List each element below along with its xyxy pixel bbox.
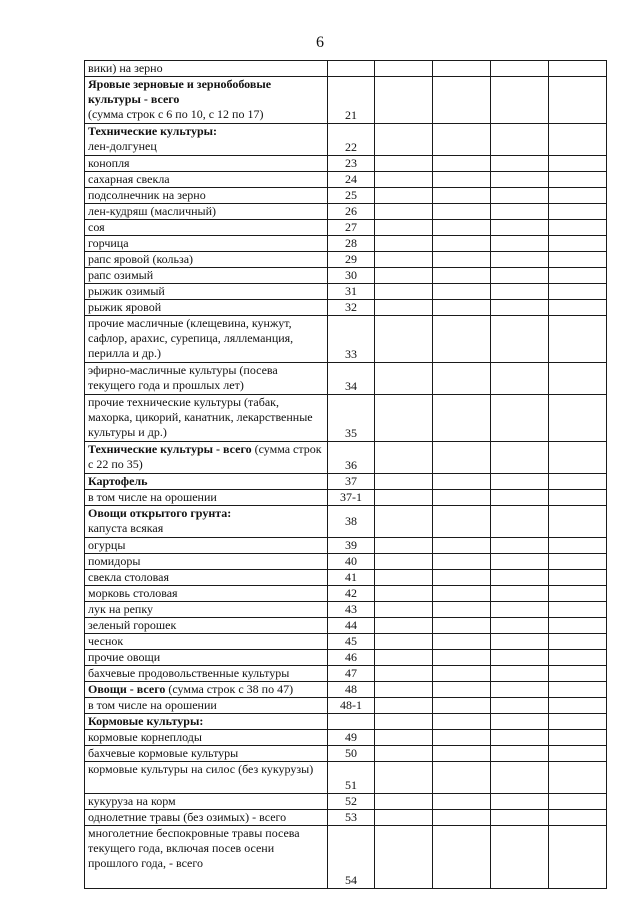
- row-code: 29: [328, 252, 375, 268]
- table-row: [85, 538, 607, 554]
- value-cell[interactable]: [549, 554, 607, 570]
- row-code: 30: [328, 268, 375, 284]
- row-code: 44: [328, 618, 375, 634]
- row-code: 21: [328, 77, 375, 124]
- value-cell[interactable]: [433, 586, 491, 602]
- value-cell[interactable]: [491, 156, 549, 172]
- value-cell[interactable]: [375, 442, 433, 474]
- value-cell[interactable]: [433, 698, 491, 714]
- value-cell[interactable]: [433, 252, 491, 268]
- table-row: [85, 220, 607, 236]
- row-label: огурцы: [85, 538, 328, 554]
- row-label: [85, 442, 328, 474]
- table-row: [85, 602, 607, 618]
- row-label: конопля: [85, 156, 328, 172]
- value-cell[interactable]: [375, 252, 433, 268]
- table-row: [85, 746, 607, 762]
- row-code: 48: [328, 682, 375, 698]
- value-cell[interactable]: [375, 124, 433, 156]
- row-label: горчица: [85, 236, 328, 252]
- value-cell[interactable]: [375, 61, 433, 77]
- value-cell[interactable]: [375, 156, 433, 172]
- value-cell[interactable]: [433, 538, 491, 554]
- value-cell[interactable]: [491, 124, 549, 156]
- table-row: [85, 794, 607, 810]
- table-row: [85, 586, 607, 602]
- value-cell[interactable]: [549, 284, 607, 300]
- value-cell[interactable]: [491, 395, 549, 442]
- value-cell[interactable]: [433, 730, 491, 746]
- value-cell[interactable]: [433, 618, 491, 634]
- row-label: кормовые корнеплоды: [85, 730, 328, 746]
- table-row: [85, 810, 607, 826]
- row-code: 24: [328, 172, 375, 188]
- row-label-rest: (сумма строк с 6 по 10, с 12 по 17): [88, 107, 264, 121]
- row-label: свекла столовая: [85, 570, 328, 586]
- row-code: 35: [328, 395, 375, 442]
- row-label-bold: Кормовые культуры:: [88, 714, 204, 728]
- value-cell[interactable]: [491, 602, 549, 618]
- value-cell[interactable]: [375, 300, 433, 316]
- value-cell[interactable]: [491, 682, 549, 698]
- table-row: [85, 634, 607, 650]
- table-row: [85, 284, 607, 300]
- value-cell[interactable]: [549, 300, 607, 316]
- value-cell[interactable]: [491, 172, 549, 188]
- value-cell[interactable]: [375, 284, 433, 300]
- value-cell[interactable]: [433, 395, 491, 442]
- row-label: бахчевые кормовые культуры: [85, 746, 328, 762]
- row-label: кормовые культуры на силос (без кукурузы): [85, 762, 328, 794]
- value-cell[interactable]: [433, 236, 491, 252]
- value-cell[interactable]: [433, 474, 491, 490]
- value-cell[interactable]: [549, 730, 607, 746]
- row-label-bold: Овощи - всего: [88, 682, 166, 696]
- value-cell[interactable]: [491, 474, 549, 490]
- row-code: 51: [328, 762, 375, 794]
- row-code: 39: [328, 538, 375, 554]
- value-cell[interactable]: [549, 602, 607, 618]
- crop-form-table: [84, 60, 607, 889]
- table-row: [85, 698, 607, 714]
- row-label-bold: Яровые зерновые и зернобобовые культуры - всего: [88, 77, 272, 106]
- value-cell[interactable]: [375, 268, 433, 284]
- value-cell[interactable]: [491, 284, 549, 300]
- value-cell[interactable]: [549, 252, 607, 268]
- row-label: зеленый горошек: [85, 618, 328, 634]
- row-label: рыжик озимый: [85, 284, 328, 300]
- row-code: 26: [328, 204, 375, 220]
- value-cell[interactable]: [549, 570, 607, 586]
- value-cell[interactable]: [491, 730, 549, 746]
- row-code: 28: [328, 236, 375, 252]
- value-cell[interactable]: [549, 172, 607, 188]
- value-cell[interactable]: [491, 220, 549, 236]
- row-label: лен-кудряш (масличный): [85, 204, 328, 220]
- value-cell[interactable]: [491, 794, 549, 810]
- table-row: [85, 490, 607, 506]
- value-cell[interactable]: [375, 188, 433, 204]
- value-cell[interactable]: [433, 124, 491, 156]
- row-label: соя: [85, 220, 328, 236]
- table-row: [85, 682, 607, 698]
- row-code: 34: [328, 363, 375, 395]
- value-cell[interactable]: [433, 826, 491, 889]
- value-cell[interactable]: [549, 586, 607, 602]
- value-cell[interactable]: [491, 538, 549, 554]
- value-cell[interactable]: [491, 300, 549, 316]
- table-row: [85, 268, 607, 284]
- value-cell[interactable]: [491, 204, 549, 220]
- value-cell[interactable]: [549, 506, 607, 538]
- row-code: 41: [328, 570, 375, 586]
- row-code: 36: [328, 442, 375, 474]
- value-cell[interactable]: [549, 316, 607, 363]
- value-cell[interactable]: [375, 490, 433, 506]
- value-cell[interactable]: [433, 316, 491, 363]
- value-cell[interactable]: [549, 490, 607, 506]
- row-code: 25: [328, 188, 375, 204]
- value-cell[interactable]: [549, 826, 607, 889]
- value-cell[interactable]: [375, 794, 433, 810]
- page-number: 6: [316, 34, 324, 51]
- row-label: [85, 682, 328, 698]
- value-cell[interactable]: [433, 172, 491, 188]
- value-cell[interactable]: [491, 826, 549, 889]
- row-code: 46: [328, 650, 375, 666]
- value-cell[interactable]: [433, 363, 491, 395]
- value-cell[interactable]: [433, 746, 491, 762]
- row-code: 45: [328, 634, 375, 650]
- row-label: рапс озимый: [85, 268, 328, 284]
- value-cell[interactable]: [491, 666, 549, 682]
- value-cell[interactable]: [375, 220, 433, 236]
- value-cell[interactable]: [375, 395, 433, 442]
- row-label-rest: (сумма строк с 22 по 35): [88, 442, 322, 471]
- value-cell[interactable]: [433, 506, 491, 538]
- value-cell[interactable]: [433, 204, 491, 220]
- value-cell[interactable]: [375, 762, 433, 794]
- value-cell[interactable]: [433, 570, 491, 586]
- row-code: 37: [328, 474, 375, 490]
- value-cell[interactable]: [491, 746, 549, 762]
- value-cell[interactable]: [549, 698, 607, 714]
- value-cell[interactable]: [491, 61, 549, 77]
- value-cell[interactable]: [491, 268, 549, 284]
- row-code: 47: [328, 666, 375, 682]
- table-row: [85, 252, 607, 268]
- row-label: в том числе на орошении: [85, 698, 328, 714]
- table-row: [85, 156, 607, 172]
- value-cell[interactable]: [433, 810, 491, 826]
- table-row: [85, 650, 607, 666]
- value-cell[interactable]: [375, 172, 433, 188]
- row-label: помидоры: [85, 554, 328, 570]
- value-cell[interactable]: [549, 268, 607, 284]
- value-cell[interactable]: [549, 650, 607, 666]
- value-cell[interactable]: [491, 490, 549, 506]
- value-cell[interactable]: [491, 554, 549, 570]
- row-code: 31: [328, 284, 375, 300]
- row-label: вики) на зерно: [85, 61, 328, 77]
- row-label: рапс яровой (кольза): [85, 252, 328, 268]
- value-cell[interactable]: [375, 634, 433, 650]
- value-cell[interactable]: [491, 714, 549, 730]
- value-cell[interactable]: [433, 714, 491, 730]
- value-cell[interactable]: [549, 188, 607, 204]
- value-cell[interactable]: [549, 666, 607, 682]
- row-code: 27: [328, 220, 375, 236]
- row-label-rest: лен-долгунец: [88, 139, 157, 153]
- table-row: [85, 714, 607, 730]
- row-code: 22: [328, 124, 375, 156]
- value-cell[interactable]: [549, 474, 607, 490]
- row-code: [328, 714, 375, 730]
- value-cell[interactable]: [491, 77, 549, 124]
- row-label: [85, 474, 328, 490]
- value-cell[interactable]: [433, 666, 491, 682]
- table-row: [85, 316, 607, 363]
- row-label: рыжик яровой: [85, 300, 328, 316]
- value-cell[interactable]: [375, 826, 433, 889]
- value-cell[interactable]: [375, 204, 433, 220]
- value-cell[interactable]: [491, 698, 549, 714]
- row-code: 52: [328, 794, 375, 810]
- value-cell[interactable]: [491, 188, 549, 204]
- row-label-bold: Технические культуры:: [88, 124, 218, 138]
- table-row: [85, 188, 607, 204]
- value-cell[interactable]: [433, 188, 491, 204]
- value-cell[interactable]: [549, 236, 607, 252]
- row-label: эфирно-масличные культуры (посева текущего года и прошлых лет): [85, 363, 328, 395]
- value-cell[interactable]: [491, 316, 549, 363]
- value-cell[interactable]: [375, 618, 433, 634]
- table-row: [85, 124, 607, 156]
- row-code: 37-1: [328, 490, 375, 506]
- value-cell[interactable]: [433, 650, 491, 666]
- value-cell[interactable]: [433, 634, 491, 650]
- row-label: [85, 124, 328, 156]
- value-cell[interactable]: [549, 634, 607, 650]
- value-cell[interactable]: [433, 682, 491, 698]
- value-cell[interactable]: [375, 714, 433, 730]
- row-label: бахчевые продовольственные культуры: [85, 666, 328, 682]
- row-label: кукуруза на корм: [85, 794, 328, 810]
- table-row: [85, 506, 607, 538]
- value-cell[interactable]: [375, 77, 433, 124]
- value-cell[interactable]: [491, 810, 549, 826]
- row-code: 42: [328, 586, 375, 602]
- row-label: морковь столовая: [85, 586, 328, 602]
- value-cell[interactable]: [549, 794, 607, 810]
- value-cell[interactable]: [375, 746, 433, 762]
- table-row: [85, 442, 607, 474]
- row-label: сахарная свекла: [85, 172, 328, 188]
- value-cell[interactable]: [433, 300, 491, 316]
- value-cell[interactable]: [375, 682, 433, 698]
- value-cell[interactable]: [491, 586, 549, 602]
- value-cell[interactable]: [375, 698, 433, 714]
- value-cell[interactable]: [491, 762, 549, 794]
- row-code: 50: [328, 746, 375, 762]
- value-cell[interactable]: [375, 363, 433, 395]
- table-row: [85, 730, 607, 746]
- value-cell[interactable]: [375, 538, 433, 554]
- value-cell[interactable]: [433, 794, 491, 810]
- value-cell[interactable]: [491, 650, 549, 666]
- table-row: [85, 762, 607, 794]
- row-label-bold: Картофель: [88, 474, 148, 488]
- table-row: [85, 300, 607, 316]
- value-cell[interactable]: [375, 586, 433, 602]
- value-cell[interactable]: [375, 474, 433, 490]
- value-cell[interactable]: [433, 220, 491, 236]
- table-row: [85, 618, 607, 634]
- table-row: [85, 474, 607, 490]
- value-cell[interactable]: [549, 61, 607, 77]
- value-cell[interactable]: [433, 268, 491, 284]
- row-label-bold: Овощи открытого грунта:: [88, 506, 232, 520]
- value-cell[interactable]: [549, 124, 607, 156]
- row-label: [85, 77, 328, 124]
- value-cell[interactable]: [433, 602, 491, 618]
- table-row: [85, 236, 607, 252]
- table-row: [85, 61, 607, 77]
- table-row: [85, 172, 607, 188]
- value-cell[interactable]: [375, 810, 433, 826]
- row-label: подсолнечник на зерно: [85, 188, 328, 204]
- row-code: 54: [328, 826, 375, 889]
- row-code: 43: [328, 602, 375, 618]
- row-label: прочие масличные (клещевина, кунжут, сафлор, арахис, сурепица, ляллеманция, перилла и др.): [85, 316, 328, 363]
- value-cell[interactable]: [375, 602, 433, 618]
- value-cell[interactable]: [491, 634, 549, 650]
- value-cell[interactable]: [491, 570, 549, 586]
- value-cell[interactable]: [549, 395, 607, 442]
- value-cell[interactable]: [549, 442, 607, 474]
- value-cell[interactable]: [491, 442, 549, 474]
- value-cell[interactable]: [549, 682, 607, 698]
- row-code: 40: [328, 554, 375, 570]
- value-cell[interactable]: [433, 77, 491, 124]
- value-cell[interactable]: [491, 363, 549, 395]
- table-row: [85, 666, 607, 682]
- value-cell[interactable]: [433, 554, 491, 570]
- table-row: [85, 554, 607, 570]
- value-cell[interactable]: [433, 762, 491, 794]
- row-label: лук на репку: [85, 602, 328, 618]
- row-code: 23: [328, 156, 375, 172]
- value-cell[interactable]: [433, 490, 491, 506]
- table-row: [85, 77, 607, 124]
- row-label: [85, 714, 328, 730]
- value-cell[interactable]: [375, 570, 433, 586]
- value-cell[interactable]: [375, 730, 433, 746]
- value-cell[interactable]: [491, 236, 549, 252]
- value-cell[interactable]: [549, 204, 607, 220]
- row-code: 38: [328, 506, 375, 538]
- value-cell[interactable]: [375, 316, 433, 363]
- row-code: 49: [328, 730, 375, 746]
- value-cell[interactable]: [375, 666, 433, 682]
- row-label: прочие овощи: [85, 650, 328, 666]
- row-label-rest: (сумма строк с 38 по 47): [165, 682, 294, 696]
- value-cell[interactable]: [375, 506, 433, 538]
- table-row: [85, 204, 607, 220]
- row-label: в том числе на орошении: [85, 490, 328, 506]
- value-cell[interactable]: [549, 746, 607, 762]
- row-code: 48-1: [328, 698, 375, 714]
- table-row: [85, 363, 607, 395]
- row-code: [328, 61, 375, 77]
- value-cell[interactable]: [549, 762, 607, 794]
- row-label: многолетние беспокровные травы посева текущего года, включая посев осени прошлого года, - всего: [85, 826, 328, 889]
- row-code: 53: [328, 810, 375, 826]
- table-row: [85, 826, 607, 889]
- value-cell[interactable]: [375, 554, 433, 570]
- value-cell[interactable]: [549, 220, 607, 236]
- row-label-rest: капуста всякая: [88, 521, 164, 535]
- value-cell[interactable]: [491, 252, 549, 268]
- row-code: 32: [328, 300, 375, 316]
- value-cell[interactable]: [433, 284, 491, 300]
- row-label: прочие технические культуры (табак, махорка, цикорий, канатник, лекарственные культуры и др.): [85, 395, 328, 442]
- table-row: [85, 570, 607, 586]
- value-cell[interactable]: [549, 810, 607, 826]
- row-label-bold: Технические культуры - всего: [88, 442, 252, 456]
- table-row: [85, 395, 607, 442]
- value-cell[interactable]: [549, 156, 607, 172]
- value-cell[interactable]: [549, 538, 607, 554]
- row-label: [85, 506, 328, 538]
- row-label: чеснок: [85, 634, 328, 650]
- value-cell[interactable]: [549, 363, 607, 395]
- value-cell[interactable]: [375, 650, 433, 666]
- row-label: однолетние травы (без озимых) - всего: [85, 810, 328, 826]
- value-cell[interactable]: [433, 442, 491, 474]
- value-cell[interactable]: [433, 61, 491, 77]
- value-cell[interactable]: [491, 506, 549, 538]
- value-cell[interactable]: [549, 714, 607, 730]
- value-cell[interactable]: [375, 236, 433, 252]
- value-cell[interactable]: [549, 618, 607, 634]
- row-code: 33: [328, 316, 375, 363]
- value-cell[interactable]: [491, 618, 549, 634]
- value-cell[interactable]: [433, 156, 491, 172]
- value-cell[interactable]: [549, 77, 607, 124]
